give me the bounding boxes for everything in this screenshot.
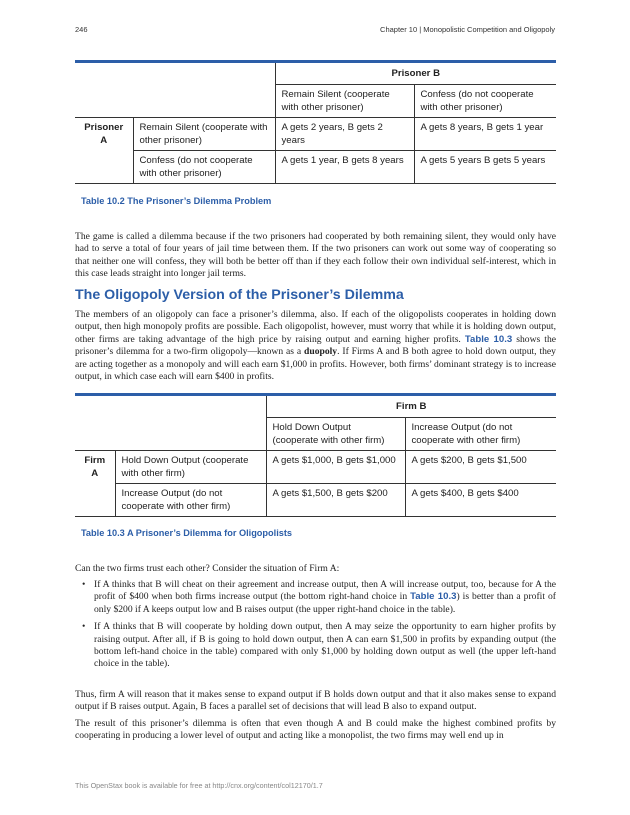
table-cell: A gets 8 years, B gets 1 year [414,118,556,151]
table-corner [75,395,266,418]
row-option-header: Remain Silent (cooperate with other prisoner) [133,118,275,151]
table-corner [75,62,275,85]
key-term: duopoly [304,346,338,358]
row-player-header: Prisoner A [75,118,133,184]
column-option-header: Remain Silent (cooperate with other prisoner) [275,85,414,118]
table-caption: Table 10.3 A Prisoner’s Dilemma for Oligopolists [81,528,293,538]
paragraph: The members of an oligopoly can face a prisoner’s dilemma, also. If each of the oligopolists cooperates in holding down output, then high monopoly profits are possible. Each oligopolist, however, must worry that while it is holding down output, other firms are taking advantage of the high price by raising output and earning higher profits. Table 10.3 shows the prisoner’s dilemma for a two-firm oligopoly—known as a duopoly. If Firms A and B both agree to hold down output, they are acting together as a monopoly and will each earn $1,000 in profits. However, both firms’ dominant strategy is to increase output, in which case each will earn $400 in profits. [75,309,556,383]
table-cell: A gets 2 years, B gets 2 years [275,118,414,151]
table-cell: A gets $400, B gets $400 [405,484,556,517]
bullet-icon: • [82,579,86,590]
list-item: • If A thinks that B will cooperate by holding down output, then A may seize the opportunity to earn higher profits by raising output. After all, if B is going to hold down output, then A can earn $1,500 in profits by expanding output (the bottom left-hand choice in the table) compared with only $1,000 by holding down output as well (the upper left-hand choice in the table). [82,621,556,670]
table-reference-link[interactable]: Table 10.3 [410,591,457,603]
list-item: • If A thinks that B will cheat on their agreement and increase output, then A will increase output, too, because for A the profit of $400 when both firms increase output (the bottom right-hand choice in Table 10.3) is better than a profit of only $200 if A keeps output low and B raises output (the upper right-hand choice in the table). [82,579,556,615]
table-cell: A gets $200, B gets $1,500 [405,451,556,484]
table-cell: A gets $1,500, B gets $200 [266,484,405,517]
chapter-header: Chapter 10 | Monopolistic Competition and Oligopoly [380,25,555,34]
row-option-header: Increase Output (do not cooperate with other firm) [115,484,266,517]
column-option-header: Hold Down Output (cooperate with other firm) [266,418,405,451]
bullet-list [75,579,556,676]
bullet-icon: • [82,621,86,633]
row-option-header: Confess (do not cooperate with other prisoner) [133,151,275,184]
paragraph: The result of this prisoner’s dilemma is often that even though A and B could make the highest combined profits by cooperating in producing a lower level of output and acting like a monopolist, the two firms may well end up in [75,718,556,742]
column-player-header: Firm B [266,395,556,418]
paragraph: Can the two firms trust each other? Consider the situation of Firm A: [75,563,340,574]
column-option-header: Increase Output (do not cooperate with other firm) [405,418,556,451]
oligopoly-dilemma-table [75,393,556,517]
section-heading: The Oligopoly Version of the Prisoner’s Dilemma [75,287,404,303]
column-option-header: Confess (do not cooperate with other prisoner) [414,85,556,118]
table-reference-link[interactable]: Table 10.3 [464,333,513,345]
table-cell: A gets 5 years B gets 5 years [414,151,556,184]
row-player-header: Firm A [75,451,115,517]
row-option-header: Hold Down Output (cooperate with other firm) [115,451,266,484]
column-player-header: Prisoner B [275,62,556,85]
table-cell: A gets $1,000, B gets $1,000 [266,451,405,484]
page-number: 246 [75,25,88,34]
paragraph: Thus, firm A will reason that it makes sense to expand output if B holds down output and that it also makes sense to expand output if B raises output. Again, B faces a parallel set of decisions that will lead B also to expand output. [75,689,556,713]
page-footer: This OpenStax book is available for free at http://cnx.org/content/col12170/1.7 [75,781,323,790]
paragraph: The game is called a dilemma because if the two prisoners had cooperated by both remaining silent, they would only have had to serve a total of four years of jail time between them. If the two prisoners can work out some way of cooperating so that neither one will confess, they will both be better off than if they each follow their own individual self-interest, which in this case leads straight into longer jail terms. [75,231,556,280]
table-caption: Table 10.2 The Prisoner’s Dilemma Problem [81,196,272,206]
table-cell: A gets 1 year, B gets 8 years [275,151,414,184]
prisoners-dilemma-table [75,60,556,184]
